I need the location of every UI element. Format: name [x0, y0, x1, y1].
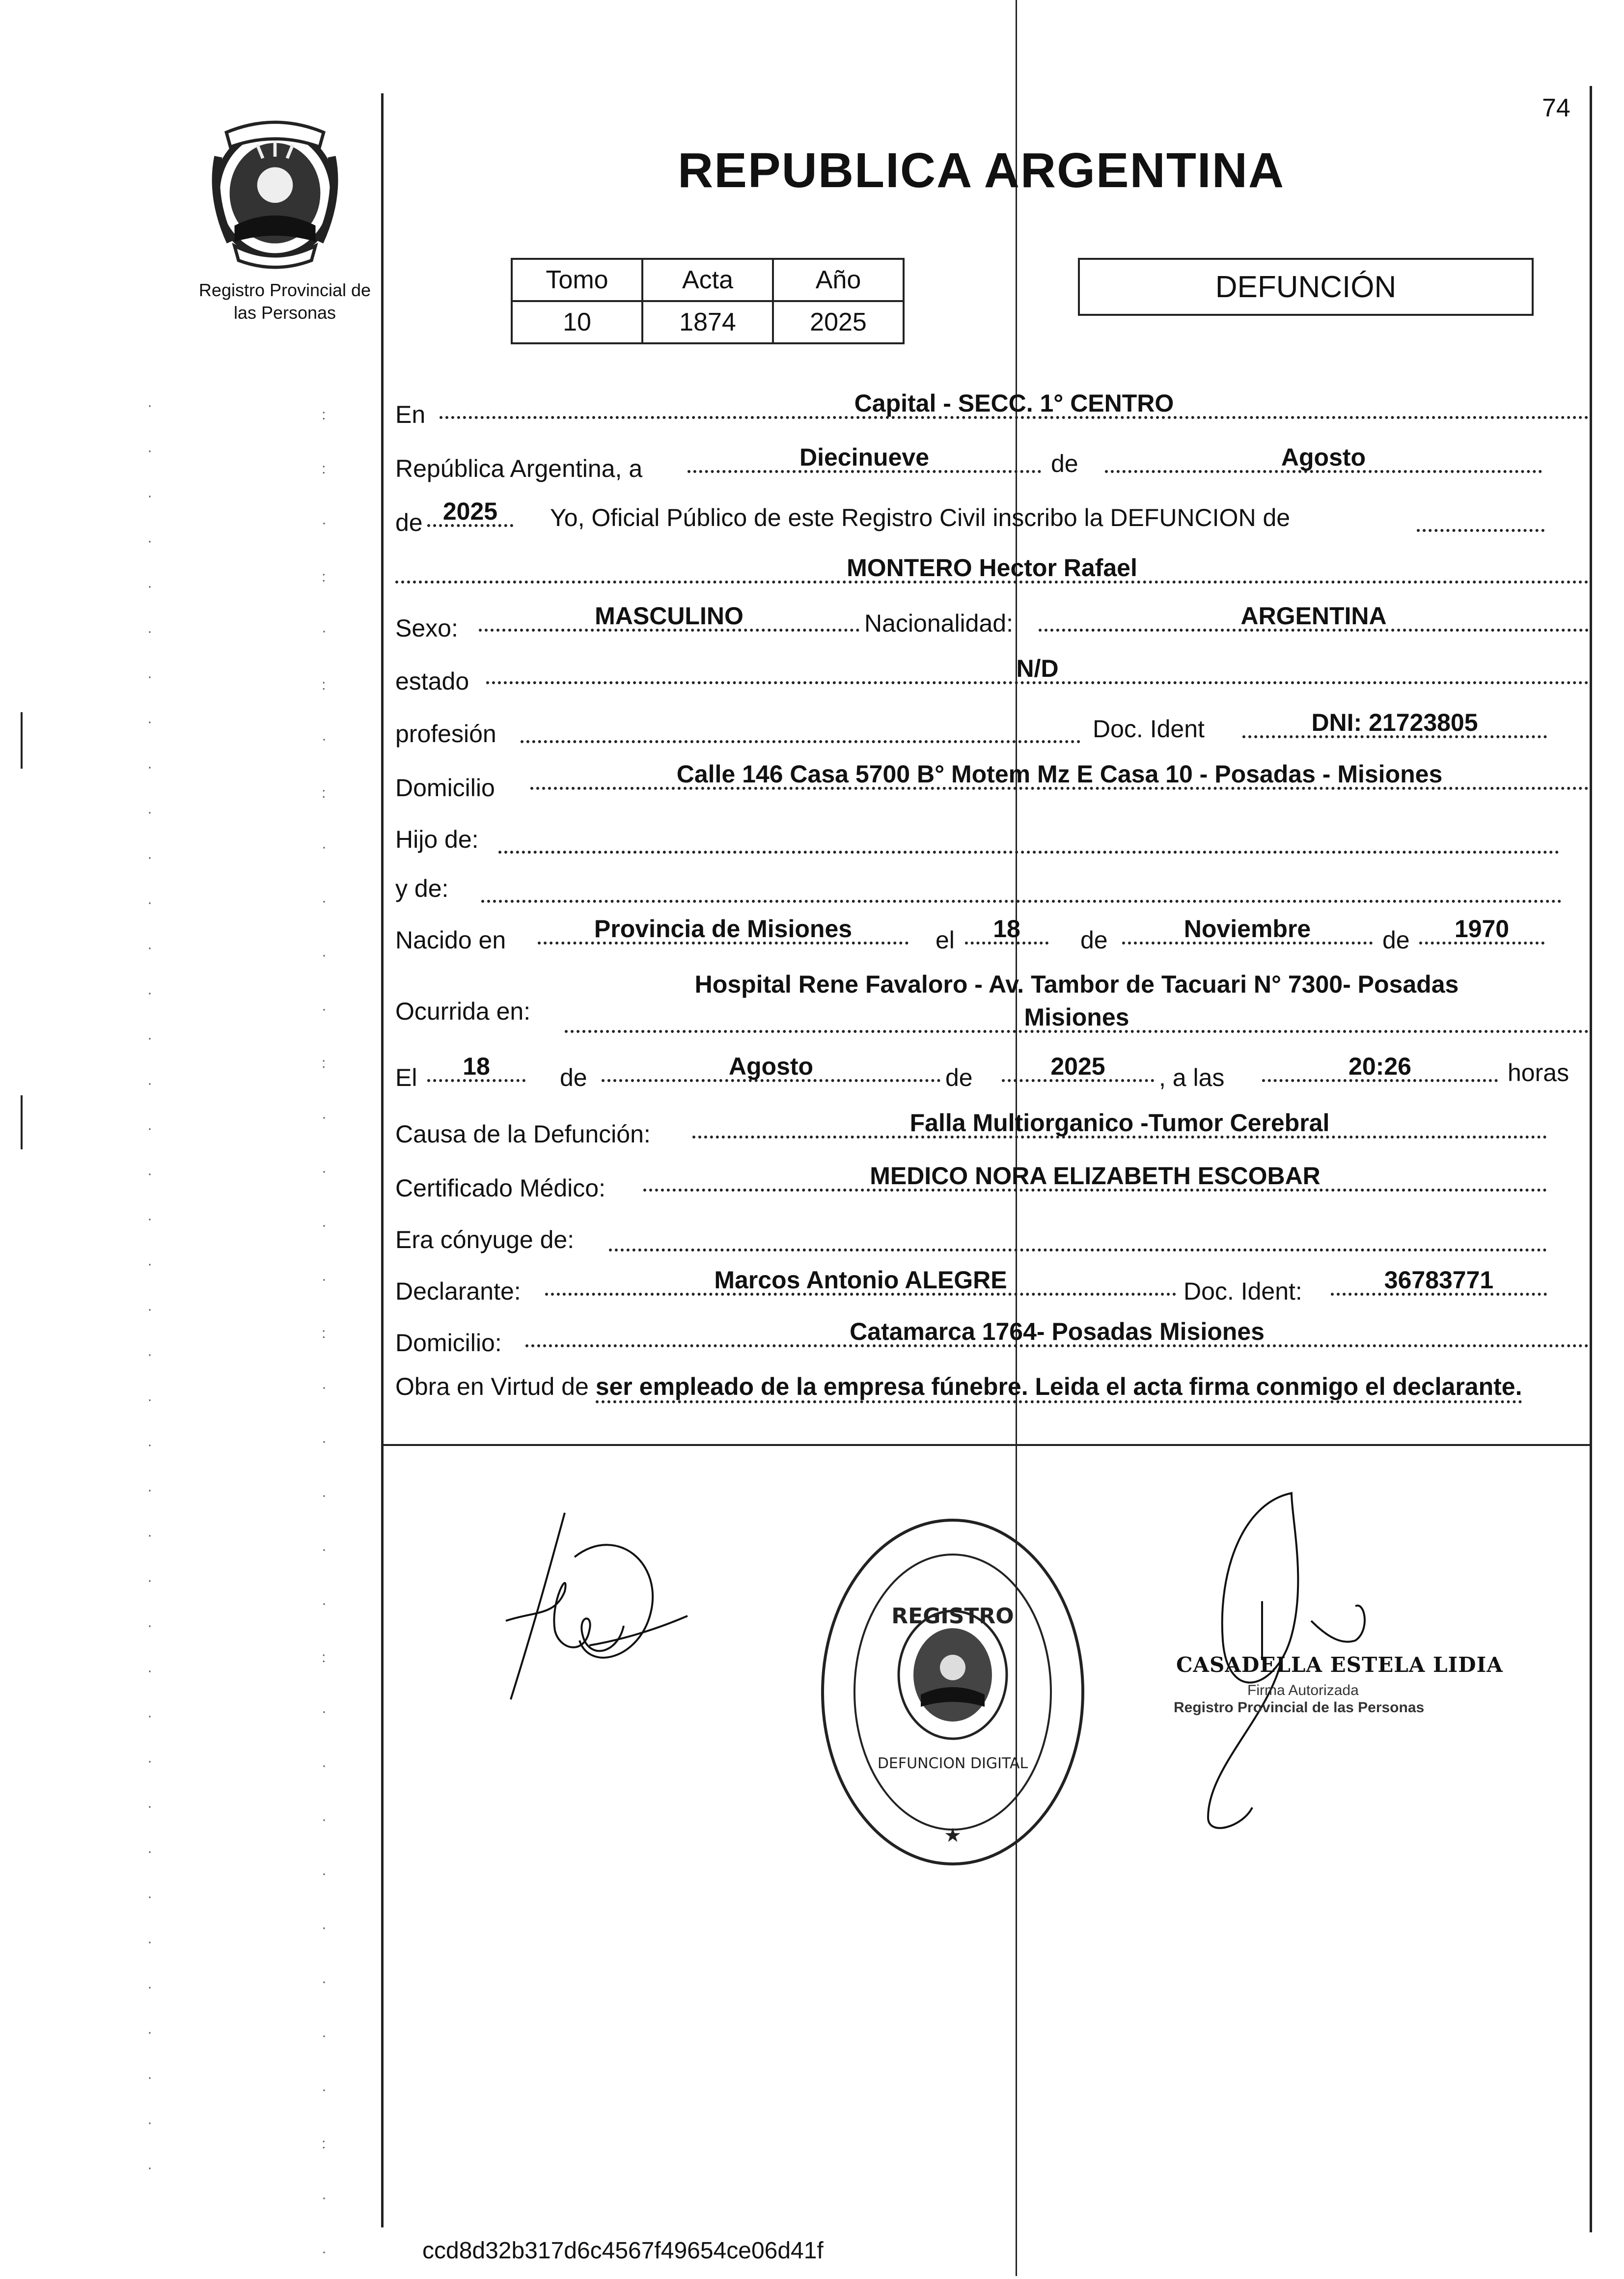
left-edge-mark [21, 712, 23, 769]
page-number: 74 [1542, 94, 1570, 122]
official-title-1: Firma Autorizada [1247, 1682, 1359, 1698]
republica-label: República Argentina, a [395, 455, 643, 482]
declarante-doc-value: 36783771 [1331, 1267, 1547, 1296]
profesion-value [521, 715, 1080, 743]
official-name: CASADELLA ESTELA LIDIA [1176, 1653, 1503, 1677]
profesion-label: profesión [395, 720, 496, 748]
death-year: 2025 [1002, 1054, 1154, 1082]
declarante-value: Marcos Antonio ALEGRE [545, 1267, 1176, 1296]
record-table [511, 258, 905, 344]
el-label: el [936, 926, 955, 954]
inscribo-trailing-fill [1417, 503, 1544, 532]
yde-label: y de: [395, 875, 449, 902]
registry-label: Registro Provincial de las Personas [198, 280, 371, 323]
table-value-tomo: 10 [512, 301, 642, 343]
svg-text:★: ★ [944, 1824, 962, 1847]
birth-year: 1970 [1419, 916, 1544, 945]
table-header-anio: Año [773, 259, 904, 301]
ocurrida-label: Ocurrida en: [395, 998, 531, 1025]
death-day: 18 [427, 1054, 525, 1082]
certificado-value: MEDICO NORA ELIZABETH ESCOBAR [643, 1163, 1547, 1192]
domicilio2-value: Catamarca 1764- Posadas Misiones [525, 1319, 1589, 1347]
alas-label: , a las [1159, 1064, 1225, 1091]
domicilio-label: Domicilio [395, 774, 495, 802]
svg-text:REGISTRO: REGISTRO [891, 1604, 1014, 1629]
nacido-label: Nacido en [395, 926, 506, 954]
right-margin-line [1590, 86, 1592, 2232]
official-title-2: Registro Provincial de las Personas [1174, 1699, 1425, 1716]
declarante-doc-label: Doc. Ident: [1184, 1278, 1302, 1305]
obra-bottom-rule [384, 1444, 1590, 1446]
table-value-anio: 2025 [773, 301, 904, 343]
margin-dots: : : · : · : · : · · · · : · · · · : · · · · · : · · · · · · · · : · · [322, 407, 327, 2260]
domicilio-value: Calle 146 Casa 5700 B° Motem Mz E Casa 10 - Posadas - Misiones [530, 761, 1589, 790]
estado-value: N/D [486, 656, 1589, 684]
birth-day: 18 [965, 916, 1048, 945]
table-header-acta: Acta [642, 259, 773, 301]
conyuge-label: Era cónyuge de: [395, 1226, 575, 1253]
deceased-name: MONTERO Hector Rafael [395, 555, 1589, 584]
birth-month: Noviembre [1122, 916, 1373, 945]
inscribo-text: Yo, Oficial Público de este Registro Civil inscribo la DEFUNCION de [550, 504, 1291, 531]
margin-dots: · · · · · · · · · · · · · · · · · · · · · · · · · · · · · · · · · · · · · · · · [147, 397, 152, 2176]
declarant-signature-icon [491, 1493, 707, 1719]
svg-text:DEFUNCION DIGITAL: DEFUNCION DIGITAL [877, 1755, 1028, 1772]
causa-label: Causa de la Defunción: [395, 1120, 651, 1148]
document-title: REPUBLICA ARGENTINA [678, 143, 1285, 198]
nacionalidad-value: ARGENTINA [1039, 603, 1589, 632]
horas-label: horas [1508, 1059, 1569, 1086]
causa-value: Falla Multiorganico -Tumor Cerebral [692, 1110, 1547, 1139]
day-value: Diecinueve [688, 445, 1041, 473]
obra-label: Obra en Virtud de [395, 1373, 589, 1400]
sexo-label: Sexo: [395, 614, 458, 642]
hijo-label: Hijo de: [395, 826, 479, 853]
doc-ident-label: Doc. Ident [1093, 715, 1205, 743]
table-value-acta: 1874 [642, 301, 773, 343]
registry-stamp-icon [815, 1513, 1090, 1871]
death-month: Agosto [602, 1054, 940, 1082]
nacido-value: Provincia de Misiones [538, 916, 908, 945]
death-de-label: de [560, 1064, 587, 1091]
conyuge-value [609, 1223, 1547, 1251]
month-value: Agosto [1105, 445, 1542, 473]
yde-value [481, 874, 1562, 903]
death-de2-label: de [945, 1064, 973, 1091]
table-header-tomo: Tomo [512, 259, 642, 301]
obra-paragraph [395, 1370, 1589, 1403]
left-margin-line [381, 93, 384, 2227]
obra-value: ser empleado de la empresa fúnebre. Leida el acta firma conmigo el declarante. [596, 1373, 1522, 1403]
left-edge-mark [21, 1095, 23, 1149]
estado-label: estado [395, 667, 469, 695]
year-de-label: de [395, 509, 423, 536]
declarante-label: Declarante: [395, 1278, 521, 1305]
record-type-box: DEFUNCIÓN [1078, 258, 1534, 316]
ocurrida-value-line2: Misiones [565, 1004, 1589, 1033]
ocurrida-value-line1: Hospital Rene Favaloro - Av. Tambor de Tacuari N° 7300- Posadas [694, 971, 1459, 998]
province-crest-icon [194, 108, 356, 270]
en-label: En [395, 401, 426, 428]
certificado-label: Certificado Médico: [395, 1174, 606, 1202]
death-time: 20:26 [1262, 1054, 1498, 1082]
birth-de-label: de [1080, 926, 1108, 954]
nacionalidad-label: Nacionalidad: [864, 610, 1013, 637]
domicilio2-label: Domicilio: [395, 1329, 502, 1357]
document-hash: ccd8d32b317d6c4567f49654ce06d41f [422, 2238, 824, 2264]
el2-label: El [395, 1064, 417, 1091]
birth-de2-label: de [1382, 926, 1410, 954]
hijo-value [498, 825, 1559, 854]
year-value: 2025 [427, 499, 513, 527]
doc-ident-value: DNI: 21723805 [1242, 710, 1547, 738]
en-value: Capital - SECC. 1° CENTRO [440, 390, 1589, 419]
de-label: de [1051, 450, 1078, 477]
sexo-value: MASCULINO [479, 603, 859, 632]
